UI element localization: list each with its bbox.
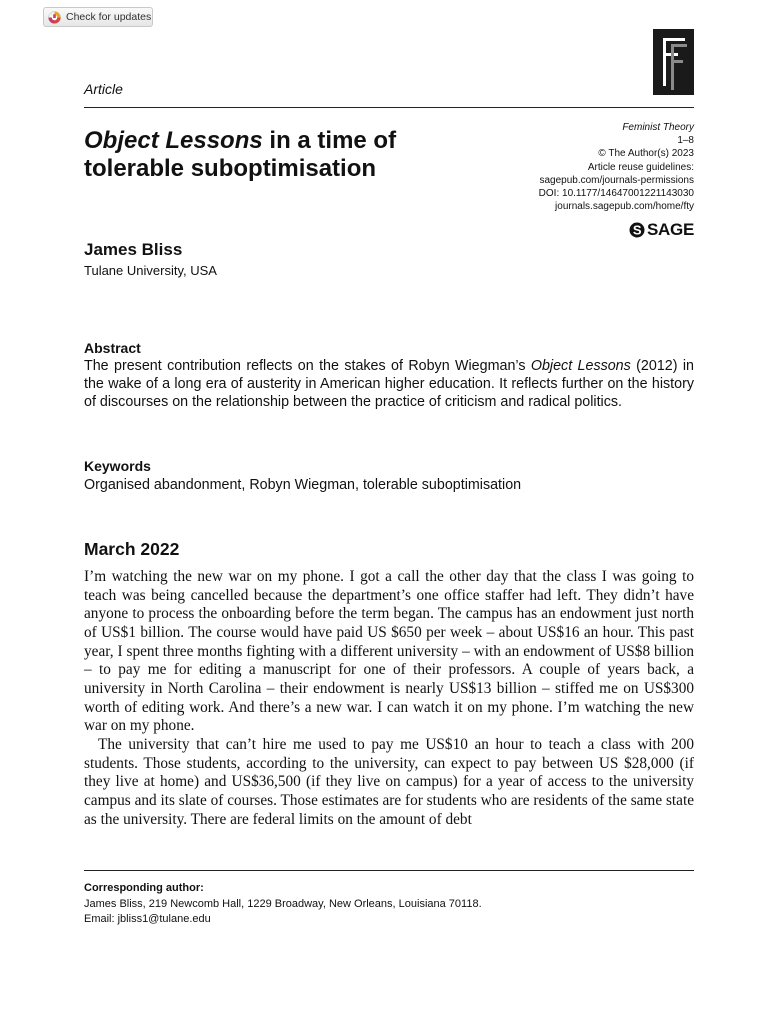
journal-name: Feminist Theory xyxy=(622,122,694,133)
publisher-logo xyxy=(629,220,694,240)
copyright: © The Author(s) 2023 xyxy=(598,148,694,160)
abstract-text xyxy=(84,357,694,411)
title-line2: tolerable suboptimisation xyxy=(84,155,377,182)
abstract-part2: (2012) in the wake of a long era of austerity in American higher education. It reflects further on the history of discourses on the relationship between the practice of criticism and radical politics. xyxy=(84,358,694,410)
abstract-heading: Abstract xyxy=(84,340,141,356)
sage-logo-icon xyxy=(629,222,645,238)
ft-journal-logo-icon xyxy=(653,29,694,95)
doi[interactable]: DOI: 10.1177/14647001221143030 xyxy=(538,188,694,200)
journal-meta xyxy=(539,121,694,213)
abstract-italic: Object Lessons xyxy=(530,358,631,374)
corresponding-email[interactable]: Email: jbliss1@tulane.edu xyxy=(84,913,211,925)
keywords-heading: Keywords xyxy=(84,458,151,474)
journal-home-link[interactable]: journals.sagepub.com/home/fty xyxy=(555,201,694,213)
permissions-link[interactable]: sagepub.com/journals-permissions xyxy=(539,174,694,186)
check-for-updates-label: Check for updates xyxy=(66,11,152,23)
header-divider xyxy=(84,107,694,108)
section-heading: March 2022 xyxy=(84,539,180,559)
check-for-updates-button[interactable] xyxy=(43,7,153,27)
reuse-guidelines: Article reuse guidelines: xyxy=(587,161,694,173)
footnote-divider xyxy=(84,870,694,871)
check-for-updates-icon xyxy=(48,11,61,24)
article-type-label: Article xyxy=(84,81,123,97)
author-name: James Bliss xyxy=(84,240,183,259)
title-line1-rest: in a time of xyxy=(262,127,397,154)
article-title xyxy=(84,127,484,183)
body-paragraph: The university that can’t hire me used to pay me US$10 an hour to teach a class with 200 students. Those students, according to the university, can expect to pay between US $28,000 (if they live at home) and US$36,500 (if they live on campus) for a year of access to the university campus and its slate of courses. Those estimates are for students who are residents of the same state as the university. There are federal limits on the amount of debt xyxy=(84,735,694,828)
corresponding-address: James Bliss, 219 Newcomb Hall, 1229 Broadway, New Orleans, Louisiana 70118. xyxy=(84,898,482,910)
publisher-name: SAGE xyxy=(647,220,694,239)
page-range: 1–8 xyxy=(677,135,694,147)
title-italic-part: Object Lessons xyxy=(84,127,263,154)
svg-text:S: S xyxy=(632,222,642,238)
abstract-part1: The present contribution reflects on the stakes of Robyn Wiegman’s xyxy=(84,358,531,374)
section-body xyxy=(84,568,694,829)
corresponding-author-heading: Corresponding author: xyxy=(84,882,204,894)
author-affiliation: Tulane University, USA xyxy=(84,263,217,278)
body-paragraph: I’m watching the new war on my phone. I got a call the other day that the class I was going to teach was being cancelled because the department’s one office staffer had left. They didn’t have anyone to process the onboarding before the term began. The campus has an endowment just north of US$1 billion. The course would have paid US $650 per week – about US$16 an hour. This past year, I spent three months fighting with a different university – with an endowment of US$8 billion – to pay me for editing a manuscript for one of their professors. A couple of years back, a university in North Carolina – their endowment is nearly US$13 billion – stiffed me on US$300 worth of editing work. And there’s a new war. I can watch it on my phone. I’m watching the new war on my phone. xyxy=(84,568,694,735)
keywords-text: Organised abandonment, Robyn Wiegman, tolerable suboptimisation xyxy=(84,477,522,493)
